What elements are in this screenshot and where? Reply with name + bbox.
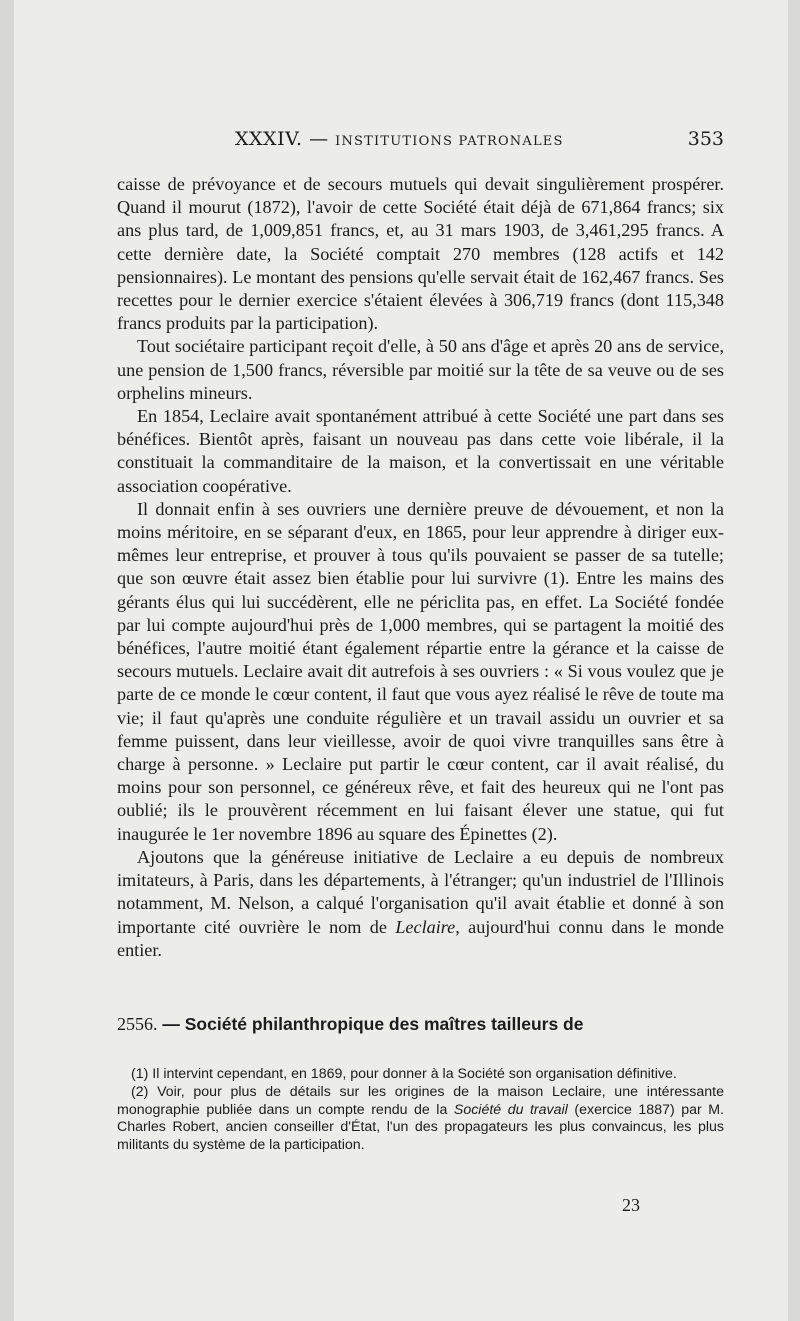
running-title-text: INSTITUTIONS PATRONALES (335, 134, 564, 149)
page-edge-right (788, 0, 800, 1321)
paragraph-5-text-a: Ajoutons que la généreuse initiative de Leclaire a eu depuis de nombreux imitateurs, à Paris, dans les départements, à l'étranger; qu'un industriel de l'Illinois notamment, M. Nelson, a calqué l'organisation qu'il avait établie et donné à son importante cité ouvrière le nom de (117, 846, 724, 937)
paragraph-5-italic: Leclaire, (395, 916, 460, 937)
paragraph-5 (117, 846, 724, 962)
footnotes (117, 1066, 724, 1155)
footnote-1: (1) Il intervint cependant, en 1869, pour donner à la Société son organisation définitive. (131, 1066, 677, 1082)
chapter-number: XXXIV. (235, 128, 303, 150)
paragraph-3: En 1854, Leclaire avait spontanément attribué à cette Société une part dans ses bénéfices. Bientôt après, faisant un nouveau pas dans cette voie libérale, il la constituait la commanditaire de la maison, et la convertissait en une véritable association coopérative. (117, 406, 724, 496)
body-text (117, 173, 724, 962)
running-header (117, 128, 724, 158)
running-title (235, 128, 564, 150)
section-title: Société philanthropique des maîtres tailleurs de (184, 1014, 584, 1034)
paragraph-5-text-b: aujourd'hui connu dans le monde entier. (117, 916, 724, 960)
page-edge-left (0, 0, 14, 1321)
paragraph-1: caisse de prévoyance et de secours mutuels qui devait singulièrement prospérer. Quand il mourut (1872), l'avoir de cette Société était déjà de 671,864 francs; six ans plus tard, de 1,009,851 francs, et, au 31 mars 1903, de 3,461,295 francs. A cette dernière date, la Société comptait 270 membres (128 actifs et 142 pensionnaires). Le montant des pensions qu'elle servait était de 162,467 francs. Ses recettes pour le dernier exercice s'étaient élevées à 306,719 francs (dont 115,348 francs produits par la participation). (117, 174, 724, 334)
footnote-2 (117, 1084, 724, 1154)
section-number: 2556. (117, 1014, 158, 1034)
footnote-2-text-b: (exercice 1887) par M. Charles Robert, ancien conseiller d'État, l'un des propagateurs les plus convaincus, les plus militants du système de la participation. (117, 1101, 724, 1153)
header-dash: — (309, 128, 329, 150)
footnote-2-text-a: (2) Voir, pour plus de détails sur les origines de la maison Leclaire, une intéressante monographie publiée dans un compte rendu de la (117, 1084, 724, 1118)
page-number: 353 (687, 128, 724, 150)
section-dash: — (162, 1014, 180, 1034)
footnote-2-italic: Société du travail (453, 1101, 568, 1118)
signature-mark: 23 (622, 1195, 640, 1215)
paragraph-4: Il donnait enfin à ses ouvriers une dernière preuve de dévouement, et non la moins méritoire, en se séparant d'eux, en 1865, pour leur apprendre à diriger eux-mêmes leur entreprise, et prouver à tous qu'ils pouvaient se passer de sa tutelle; que son œuvre était assez bien établie pour lui survivre (1). Entre les mains des gérants élus qui lui succédèrent, elle ne périclita pas, en effet. La Société fondée par lui compte aujourd'hui près de 1,000 membres, qui se partagent la moitié des bénéfices, l'autre moitié étant également répartie entre la gérance et la caisse de secours mutuels. Leclaire avait dit autrefois à ses ouvriers : « Si vous voulez que je parte de ce monde le cœur content, il faut que vous ayez réalisé le rêve de toute ma vie; il faut qu'après une conduite régulière et un travail assidu un ouvrier et sa femme puissent, dans leur vieillesse, avoir de quoi vivre tranquilles sans être à charge à personne. » Leclaire put partir le cœur content, car il avait réalisé, du moins pour son personnel, ce généreux rêve, et fait des heureux qui ne l'ont pas oublié; ils le prouvèrent récemment en lui faisant élever une statue, qui fut inaugurée le 1er novembre 1896 au square des Épinettes (2). (117, 498, 724, 844)
paragraph-2: Tout sociétaire participant reçoit d'elle, à 50 ans d'âge et après 20 ans de service, une pension de 1,500 francs, réversible par moitié sur la tête de sa veuve ou de ses orphelins mineurs. (117, 336, 724, 403)
section-heading (117, 1014, 724, 1035)
